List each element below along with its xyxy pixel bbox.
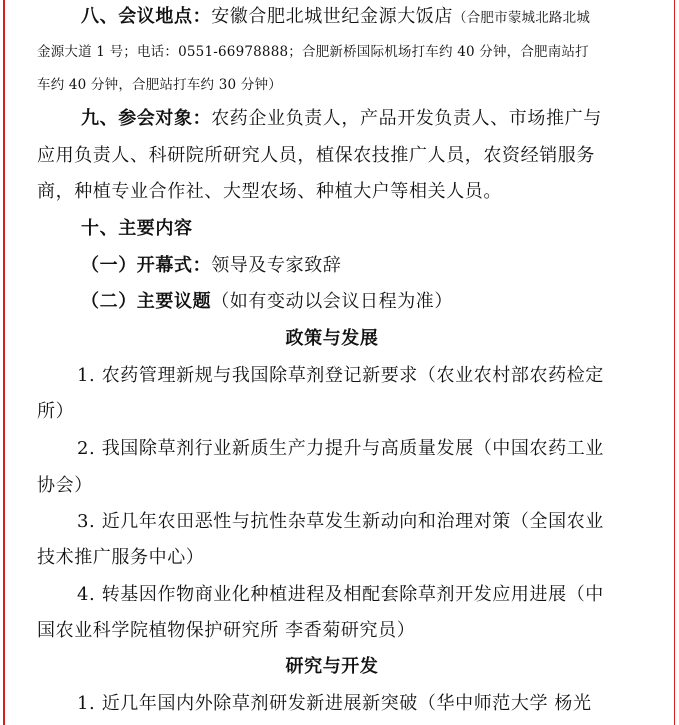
venue-detail-1: （合肥市蒙城北路北城 bbox=[453, 10, 591, 26]
policy-item-4-line-2: 国农业科学院植物保护研究所 李香菊研究员） bbox=[37, 620, 416, 641]
attendees-line-2: 应用负责人、科研院所研究人员，植保农技推广人员，农资经销服务 bbox=[37, 145, 595, 166]
venue-detail-line-3: 车约 40 分钟，合肥站打车约 30 分钟） bbox=[37, 77, 282, 93]
venue-heading: 八、会议地点： bbox=[81, 6, 212, 27]
research-section-title: 研究与开发 bbox=[285, 656, 379, 677]
venue-detail-line-2: 金源大道 1 号；电话：0551-66978888；合肥新桥国际机场打车约 40 分钟，合肥南站打 bbox=[37, 44, 589, 60]
venue-name: 安徽合肥北城世纪金源大饭店 bbox=[211, 6, 454, 27]
policy-item-4-line-1: 4. 转基因作物商业化种植进程及相配套除草剂开发应用进展（中 bbox=[77, 584, 604, 605]
policy-item-3-line-2: 技术推广服务中心） bbox=[37, 547, 205, 568]
attendees-heading: 九、参会对象： bbox=[81, 108, 212, 129]
research-item-1-line-1: 1. 近几年国内外除草剂研发新进展新突破（华中师范大学 杨光 bbox=[77, 693, 592, 714]
policy-item-3-line-1: 3. 近几年农田恶性与抗性杂草发生新动向和治理对策（全国农业 bbox=[77, 511, 604, 532]
topics-label: （二）主要议题 bbox=[81, 291, 212, 312]
attendees-text-1: 农药企业负责人，产品开发负责人、市场推广与 bbox=[211, 108, 602, 129]
policy-item-1-line-1: 1. 农药管理新规与我国除草剂登记新要求（农业农村部农药检定 bbox=[77, 365, 604, 386]
right-margin-rule bbox=[674, 0, 676, 725]
topics-line bbox=[81, 291, 453, 313]
policy-item-2-line-1: 2. 我国除草剂行业新质生产力提升与高质量发展（中国农药工业 bbox=[77, 438, 604, 459]
venue-line-1 bbox=[81, 6, 590, 29]
attendees-line-3: 商，种植专业合作社、大型农场、种植大户等相关人员。 bbox=[37, 181, 502, 202]
topics-note: （如有变动以会议日程为准） bbox=[211, 291, 454, 312]
attendees-line-1 bbox=[81, 108, 602, 130]
opening-line bbox=[81, 255, 341, 277]
policy-item-2-line-2: 协会） bbox=[37, 475, 93, 496]
policy-item-1-line-2: 所） bbox=[37, 401, 75, 422]
opening-text: 领导及专家致辞 bbox=[211, 255, 342, 276]
policy-section-title: 政策与发展 bbox=[285, 328, 379, 349]
left-margin-rule bbox=[3, 0, 5, 725]
content-heading: 十、主要内容 bbox=[81, 218, 193, 239]
opening-label: （一）开幕式： bbox=[81, 255, 212, 276]
